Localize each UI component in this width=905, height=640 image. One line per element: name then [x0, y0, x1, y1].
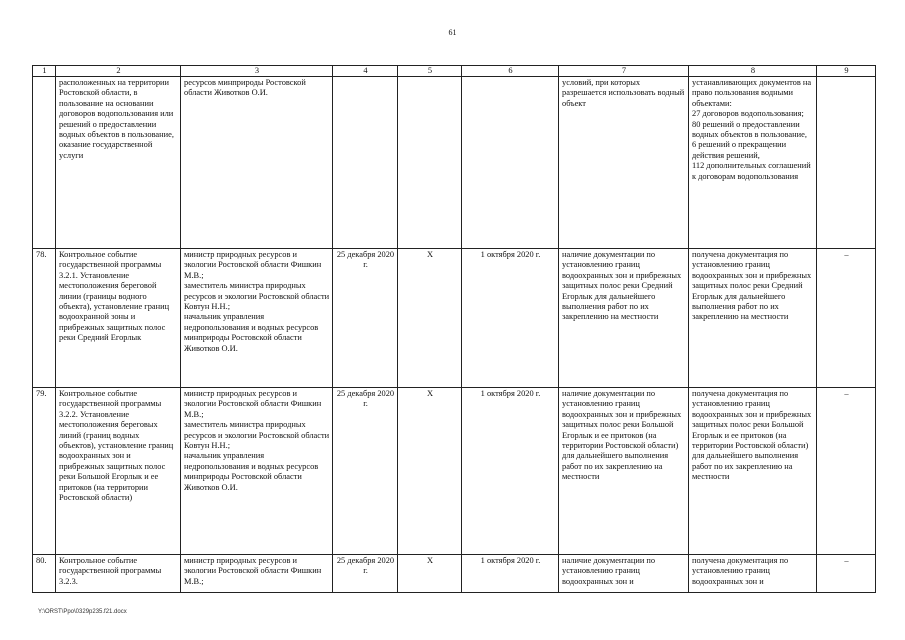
table-row — [33, 249, 876, 388]
planned-date — [333, 77, 398, 249]
actual-result: получена документация по установлению границ водоохранных зон и прибрежных защитных полос реки Средний Егорлык для дальнейшего выполнения работ по их закреплению на местности — [689, 249, 817, 388]
expected-result: наличие документации по установлению границ водоохранных зон и прибрежных защитных полос реки Средний Егорлык для дальнейшего выполнения работ по их закреплению на местности — [559, 249, 689, 388]
x-mark: Х — [398, 555, 462, 593]
actual-date: 1 октября 2020 г. — [462, 249, 559, 388]
actual-result: получена документация по установлению границ водоохранных зон и — [689, 555, 817, 593]
expected-result: наличие документации по установлению границ водоохранных зон и — [559, 555, 689, 593]
footer-file-path: Y:\ORST\Ppo\0329p235.f21.docx — [38, 609, 127, 615]
actual-result: устанавливающих документов на право пользования водными объектами: 27 договоров водопользования; 80 решений о предоставлении водных объектов в пользование, 6 решений о прекращении действия решений, 112 дополнительных соглашений к договорам водопользования — [689, 77, 817, 249]
report-table — [32, 65, 876, 593]
responsible-persons: министр природных ресурсов и экологии Ростовской области Фишкин М.В.; заместитель министра природных ресурсов и экологии Ростовской области Ковтун Н.Н.; начальник управления недропользования и водных ресурсов минприроды Ростовской области Животков О.И. — [181, 249, 333, 388]
notes: – — [817, 388, 876, 555]
x-mark — [398, 77, 462, 249]
column-header: 4 — [333, 66, 398, 77]
row-number: 78. — [33, 249, 56, 388]
column-header: 7 — [559, 66, 689, 77]
table-row — [33, 555, 876, 593]
responsible-persons: министр природных ресурсов и экологии Ростовской области Фишкин М.В.; — [181, 555, 333, 593]
notes — [817, 77, 876, 249]
planned-date: 25 декабря 2020 г. — [333, 555, 398, 593]
actual-result: получена документация по установлению границ водоохранных зон и прибрежных защитных полос реки Большой Егорлык и ее притоков (на территории Ростовской области) для дальнейшего выполнения работ по их закреплению на местности — [689, 388, 817, 555]
row-number: 80. — [33, 555, 56, 593]
column-header: 2 — [56, 66, 181, 77]
table-row — [33, 77, 876, 249]
planned-date: 25 декабря 2020 г. — [333, 249, 398, 388]
table-header-row — [33, 66, 876, 77]
column-header: 8 — [689, 66, 817, 77]
column-header: 9 — [817, 66, 876, 77]
event-title: Контрольное событие государственной программы 3.2.1. Установление местоположения береговой линии (границы водного объекта), установление границ водоохранной зоны и прибрежных защитных полос реки Средний Егорлык — [56, 249, 181, 388]
expected-result: условий, при которых разрешается использовать водный объект — [559, 77, 689, 249]
responsible-persons: ресурсов минприроды Ростовской области Животков О.И. — [181, 77, 333, 249]
actual-date — [462, 77, 559, 249]
event-title: Контрольное событие государственной программы 3.2.3. — [56, 555, 181, 593]
notes: – — [817, 555, 876, 593]
event-title: Контрольное событие государственной программы 3.2.2. Установление местоположения береговых линий (границ водных объектов), установление границ водоохранных зон и прибрежных защитных полос реки Большой Егорлык и ее притоков (на территории Ростовской области) — [56, 388, 181, 555]
x-mark: Х — [398, 388, 462, 555]
row-number: 79. — [33, 388, 56, 555]
planned-date: 25 декабря 2020 г. — [333, 388, 398, 555]
column-header: 5 — [398, 66, 462, 77]
row-number — [33, 77, 56, 249]
notes: – — [817, 249, 876, 388]
page-number: 61 — [448, 28, 457, 37]
column-header: 6 — [462, 66, 559, 77]
event-title: расположенных на территории Ростовской области, в пользование на основании договоров водопользования или решений о предоставлении водных объектов в пользование, оказание государственной услуги — [56, 77, 181, 249]
actual-date: 1 октября 2020 г. — [462, 388, 559, 555]
table-row — [33, 388, 876, 555]
responsible-persons: министр природных ресурсов и экологии Ростовской области Фишкин М.В.; заместитель министра природных ресурсов и экологии Ростовской области Ковтун Н.Н.; начальник управления недропользования и водных ресурсов минприроды Ростовской области Животков О.И. — [181, 388, 333, 555]
x-mark: Х — [398, 249, 462, 388]
column-header: 1 — [33, 66, 56, 77]
expected-result: наличие документации по установлению границ водоохранных зон и прибрежных защитных полос реки Большой Егорлык и ее притоков (на территории Ростовской области) для дальнейшего выполнения работ по их закреплению на местности — [559, 388, 689, 555]
column-header: 3 — [181, 66, 333, 77]
actual-date: 1 октября 2020 г. — [462, 555, 559, 593]
